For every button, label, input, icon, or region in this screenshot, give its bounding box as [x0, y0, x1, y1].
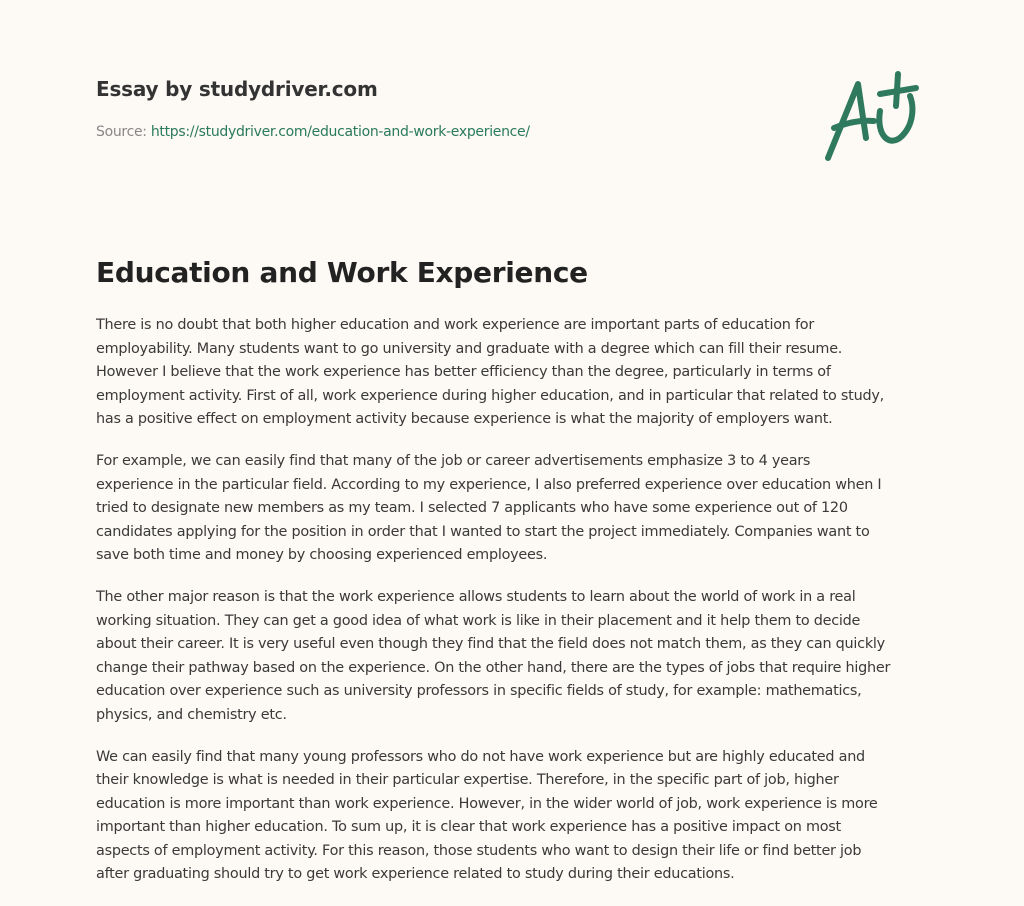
a-plus-logo-icon — [818, 66, 928, 166]
source-line — [96, 124, 530, 140]
paragraph-line: For example, we can easily find that many of the job or career advertisements emphasize 3 to 4 years — [96, 452, 811, 469]
source-link[interactable]: https://studydriver.com/education-and-work-experience/ — [150, 124, 530, 140]
paragraph-line: change their pathway based on the experience. On the other hand, there are the types of jobs that require higher — [96, 659, 891, 676]
paragraph-line: working situation. They can get a good idea of what work is like in their placement and it help them to decide — [96, 612, 861, 629]
paragraph-line: aspects of employment activity. For this reason, those students who want to design their life or find better job — [96, 842, 862, 859]
paragraph-line: However I believe that the work experience has better efficiency than the degree, particularly in terms of — [96, 364, 831, 381]
paragraph-line: their knowledge is what is needed in their particular expertise. Therefore, in the specific part of job, higher — [96, 772, 839, 789]
paragraph-line: after graduating should try to get work experience related to study during their educations. — [96, 866, 735, 883]
paragraph-line: education over experience such as university professors in specific fields of study, for example: mathematics, — [96, 683, 862, 700]
paragraph-line: experience in the particular field. According to my experience, I also preferred experience over education when I — [96, 476, 882, 493]
paragraph-line: candidates applying for the position in order that I wanted to start the project immediately. Companies want to — [96, 523, 870, 540]
paragraph-line: tried to designate new members as my team. I selected 7 applicants who have some experience out of 120 — [96, 500, 848, 517]
paragraph-line: There is no doubt that both higher education and work experience are important parts of education for — [96, 317, 814, 333]
essay-paragraph — [96, 450, 956, 568]
paragraph-line: physics, and chemistry etc. — [96, 706, 287, 723]
essay-body — [96, 314, 956, 905]
essay-paragraph — [96, 314, 956, 432]
paragraph-line: We can easily find that many young professors who do not have work experience but are highly educated and — [96, 748, 865, 765]
paragraph-line: about their career. It is very useful even though they find that the field does not match them, as they can quickly — [96, 636, 885, 653]
paragraph-line: employability. Many students want to go university and graduate with a degree which can fill their resume. — [96, 340, 843, 357]
paragraph-line: education is more important than work experience. However, in the wider world of job, work experience is more — [96, 795, 878, 812]
site-brand: Essay by studydriver.com — [96, 77, 378, 101]
essay-paragraph — [96, 746, 956, 888]
paragraph-line: important than higher education. To sum up, it is clear that work experience has a positive impact on most — [96, 819, 841, 836]
source-label: Source: — [96, 124, 147, 140]
paragraph-line: save both time and money by choosing experienced employees. — [96, 547, 548, 564]
paragraph-line: has a positive effect on employment activity because experience is what the majority of employers want. — [96, 411, 833, 428]
paragraph-line: employment activity. First of all, work experience during higher education, and in particular that related to study, — [96, 387, 884, 404]
essay-title: Education and Work Experience — [96, 256, 588, 289]
paragraph-line: The other major reason is that the work experience allows students to learn about the world of work in a real — [96, 588, 856, 605]
essay-paragraph — [96, 586, 956, 728]
